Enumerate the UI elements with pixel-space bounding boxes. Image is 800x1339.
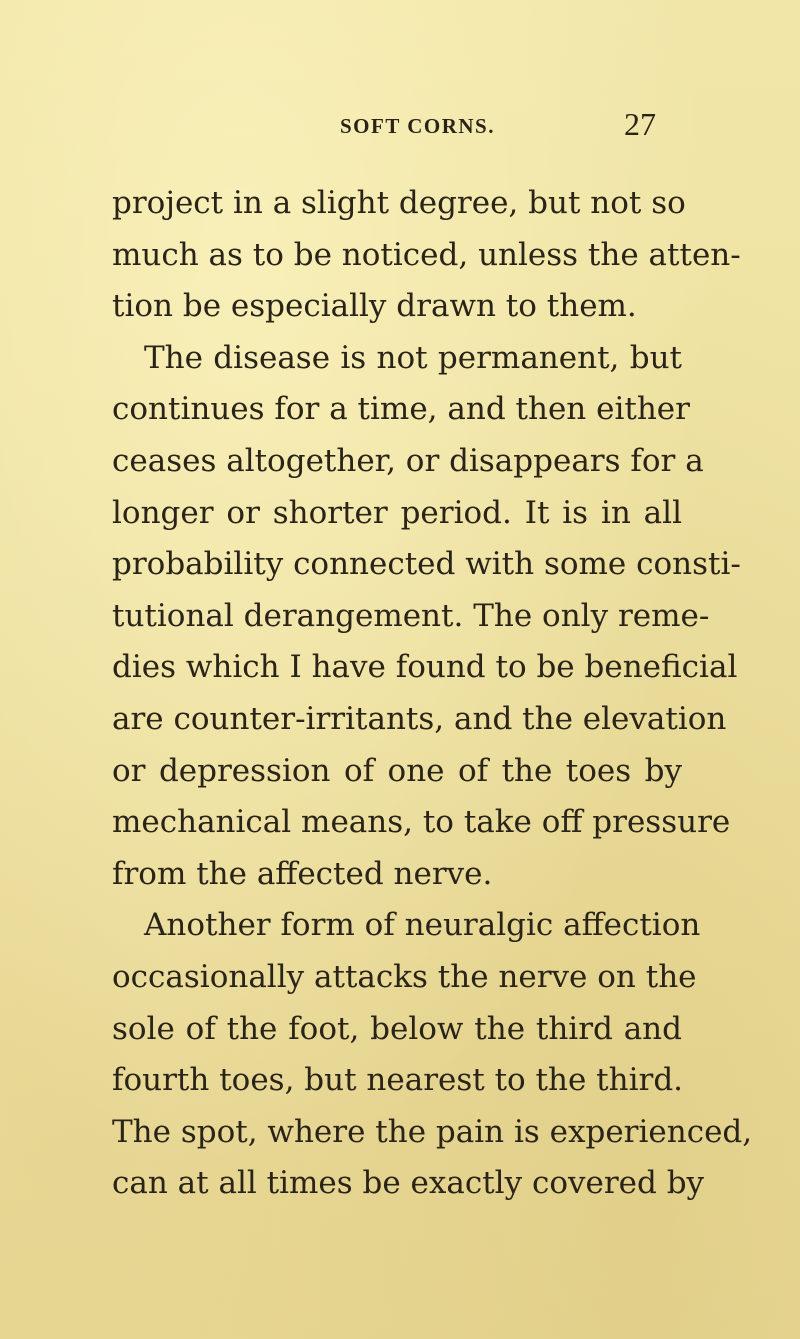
text-line: sole of the foot, below the third and	[112, 1010, 682, 1047]
text-line: are counter-irritants, and the elevation	[112, 700, 727, 737]
text-line: can at all times be exactly covered by	[112, 1165, 705, 1202]
text-line: ceases altogether, or disappears for a	[112, 442, 704, 479]
text-line: from the affected nerve.	[112, 855, 493, 892]
text-line: The disease is not permanent, but	[144, 339, 682, 376]
text-line: much as to be noticed, unless the atten-	[112, 236, 741, 273]
text-line: Another form of neuralgic affection	[144, 907, 701, 944]
text-line: tion be especially drawn to them.	[112, 288, 637, 325]
text-line: The spot, where the pain is experienced,	[112, 1113, 753, 1150]
text-line: fourth toes, but nearest to the third.	[112, 1062, 684, 1099]
text-line: or depression of one of the toes by	[112, 752, 682, 789]
running-title: SOFT CORNS.	[340, 114, 495, 138]
text-line: tutional derangement. The only reme-	[112, 597, 710, 634]
text-line: mechanical means, to take off pressure	[112, 804, 731, 841]
text-line: project in a slight degree, but not so	[112, 185, 686, 221]
text-line: occasionally attacks the nerve on the	[112, 958, 697, 995]
page-number: 27	[624, 106, 656, 142]
text-line: dies which I have found to be beneficial	[112, 649, 738, 686]
text-line: longer or shorter period. It is in all	[112, 494, 682, 531]
text-line: probability connected with some consti-	[112, 546, 741, 583]
running-head	[0, 108, 800, 142]
text-line: continues for a time, and then either	[112, 391, 690, 428]
body-text	[112, 178, 753, 1210]
